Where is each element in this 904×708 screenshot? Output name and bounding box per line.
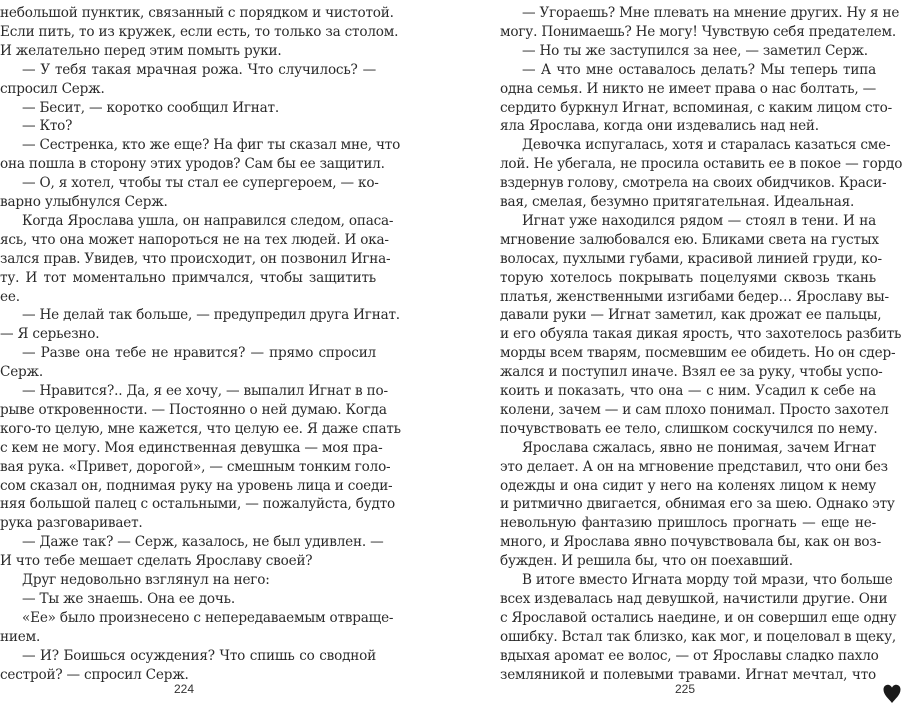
text-line: сестрой? — спросил Серж. xyxy=(0,666,189,683)
text-line: она пошла в сторону этих уродов? Сам бы ее защитил. xyxy=(0,156,385,173)
text-line: могу. Понимаешь? Не могу! Чувствую себя предателем. xyxy=(500,23,896,40)
text-line: вая, смелая, безумно притягательная. Идеальная. xyxy=(500,194,855,210)
text-line: платья, женственными изгибами бедер… Ярославу вы- xyxy=(500,288,889,305)
text-line: — Кто? xyxy=(22,118,73,135)
text-line: — Ты же знаешь. Она ее дочь. xyxy=(22,590,236,607)
text-line: рука разговаривает. xyxy=(0,515,143,532)
text-line: зался прав. Увидев, что происходит, он позвонил Игна- xyxy=(0,250,391,267)
text-line: коить и показать, что она — с ним. Усадил к себе на xyxy=(500,383,876,399)
text-line: варно улыбнулся Серж. xyxy=(0,194,168,210)
text-line: торую хотелось покрывать поцелуями сквозь ткань xyxy=(500,269,876,286)
text-line: морды всем тварям, посмевшим ее обидеть. Но он сдер- xyxy=(500,345,896,362)
text-line: — И? Боишься осуждения? Что спишь со сводной xyxy=(22,647,376,664)
text-line: кого-то целую, мне кажется, что целую ее. Я даже спать xyxy=(0,420,401,437)
text-line: — Но ты же заступился за нее, — заметил Серж. xyxy=(522,42,868,59)
text-line: сердито буркнул Игнат, вспоминая, с каким лицом сто- xyxy=(500,99,893,116)
text-line: — Угораешь? Мне плевать на мнение других. Ну я не xyxy=(522,5,900,21)
text-line: — А что мне оставалось делать? Мы теперь типа xyxy=(522,61,876,78)
text-line: колени, зачем — и сам плохо понимал. Просто захотел xyxy=(500,401,889,418)
right-page xyxy=(500,0,903,708)
text-line: рыве откровенности. — Постоянно о ней думаю. Когда xyxy=(0,401,387,418)
text-line: «Ее» было произнесено с непередаваемым отвраще- xyxy=(22,609,394,626)
text-line: нием. xyxy=(0,628,41,645)
text-line: — Не делай так больше, — предупредил друга Игнат. xyxy=(22,307,400,324)
left-page xyxy=(0,0,401,708)
text-line: Девочка испугалась, хотя и старалась казаться сме- xyxy=(522,137,891,154)
text-line: одна семья. И никто не имеет права о нас болтать, — xyxy=(500,80,876,97)
text-line: В итоге вместо Игната морду той мрази, что больше xyxy=(522,572,893,588)
text-line: яла Ярослава, когда они издевались над ней. xyxy=(500,118,819,135)
text-line: ее. xyxy=(0,288,20,305)
text-line: мгновение залюбовался ею. Бликами света на густых xyxy=(500,231,879,248)
text-line: — Разве она тебе не нравится? — прямо спросил xyxy=(22,345,376,362)
page-number-left: 224 xyxy=(174,682,195,696)
text-line: много, и Ярослава явно почувствовала бы, как он воз- xyxy=(500,534,881,551)
text-line: всех издевалась над девушкой, начистили другие. Они xyxy=(500,590,888,607)
text-line: Друг недовольно взглянул на него: xyxy=(22,572,270,588)
text-line: небольшой пунктик, связанный с порядком и чистотой. xyxy=(0,5,394,21)
text-line: — Даже так? — Серж, казалось, не был удивлен. — xyxy=(22,534,384,551)
text-line: с кем не могу. Моя единственная девушка — моя пра- xyxy=(0,439,383,456)
text-line: почувствовать ее тело, слишком соскучился по нему. xyxy=(500,420,878,437)
text-line: лой. Не убегала, не просила оставить ее в покое — гордо xyxy=(500,156,903,173)
text-line: бужден. И решила бы, что он поехавший. xyxy=(500,553,793,570)
text-line: невольную фантазию пришлось прогнать — еще не- xyxy=(500,515,876,532)
text-line: ту. И тот моментально примчался, чтобы защитить xyxy=(0,269,376,286)
text-line: одежды и она сидит у него на коленях лицом к нему xyxy=(500,477,876,494)
text-line: спросил Серж. xyxy=(0,80,105,97)
text-line: с Ярославой остались наедине, и он совершил еще одну xyxy=(500,609,897,626)
text-line: и ритмично двигается, обнимая его за шею. Однако эту xyxy=(500,496,895,513)
text-line: и его обуяла такая дикая ярость, что захотелось разбить xyxy=(500,326,902,343)
text-line: И желательно перед этим помыть руки. xyxy=(0,42,282,59)
text-line: жался и поступил иначе. Взял ее за руку, чтобы успо- xyxy=(500,364,883,381)
text-line: — Бесит, — коротко сообщил Игнат. xyxy=(22,99,279,116)
text-line: ясь, что она может напороться не на тех людей. И ока- xyxy=(0,231,389,248)
text-line: Игнат уже находился рядом — стоял в тени. И на xyxy=(522,212,876,229)
text-line: вздернув голову, смотрела на своих обидчиков. Краси- xyxy=(500,175,887,192)
text-line: земляникой и полевыми травами. Игнат мечтал, что xyxy=(500,666,876,683)
text-line: И что тебе мешает сделать Ярославу своей? xyxy=(0,553,313,570)
text-line: — Сестренка, кто же еще? На фиг ты сказал мне, что xyxy=(22,137,401,154)
text-line: волосах, пухлыми губами, красивой линией груди, ко- xyxy=(500,250,882,267)
text-line: ошибку. Встал так близко, как мог, и поцеловал в щеку, xyxy=(500,628,897,645)
text-line: вая рука. «Привет, дорогой», — смешным тонким голо- xyxy=(0,458,391,475)
text-line: — Нравится?.. Да, я ее хочу, — выпалил Игнат в по- xyxy=(22,383,388,399)
text-line: это делает. А он на мгновение представил, что они без xyxy=(500,458,888,475)
heart-icon xyxy=(883,684,901,704)
text-line: Серж. xyxy=(0,364,43,381)
text-line: сом сказал он, поднимая руку на уровень лица и соеди- xyxy=(0,477,393,494)
text-line: — О, я хотел, чтобы ты стал ее супергероем, — ко- xyxy=(22,175,379,192)
text-line: Ярослава сжалась, явно не понимая, зачем Игнат xyxy=(522,439,876,456)
page-number-right: 225 xyxy=(675,682,696,696)
text-line: Когда Ярослава ушла, он направился следом, опаса- xyxy=(22,212,394,229)
text-line: вдыхая аромат ее волос, — от Ярославы сладко пахло xyxy=(500,647,879,664)
text-line: — У тебя такая мрачная рожа. Что случилось? — xyxy=(22,61,376,78)
text-line: давали руки — Игнат заметил, как дрожат ее пальцы, xyxy=(500,307,882,324)
text-line: Если пить, то из кружек, если есть, то только за столом. xyxy=(0,23,399,40)
text-line: — Я серьезно. xyxy=(0,326,100,343)
text-line: няя большой палец с остальными, — пожалуйста, будто xyxy=(0,496,395,513)
